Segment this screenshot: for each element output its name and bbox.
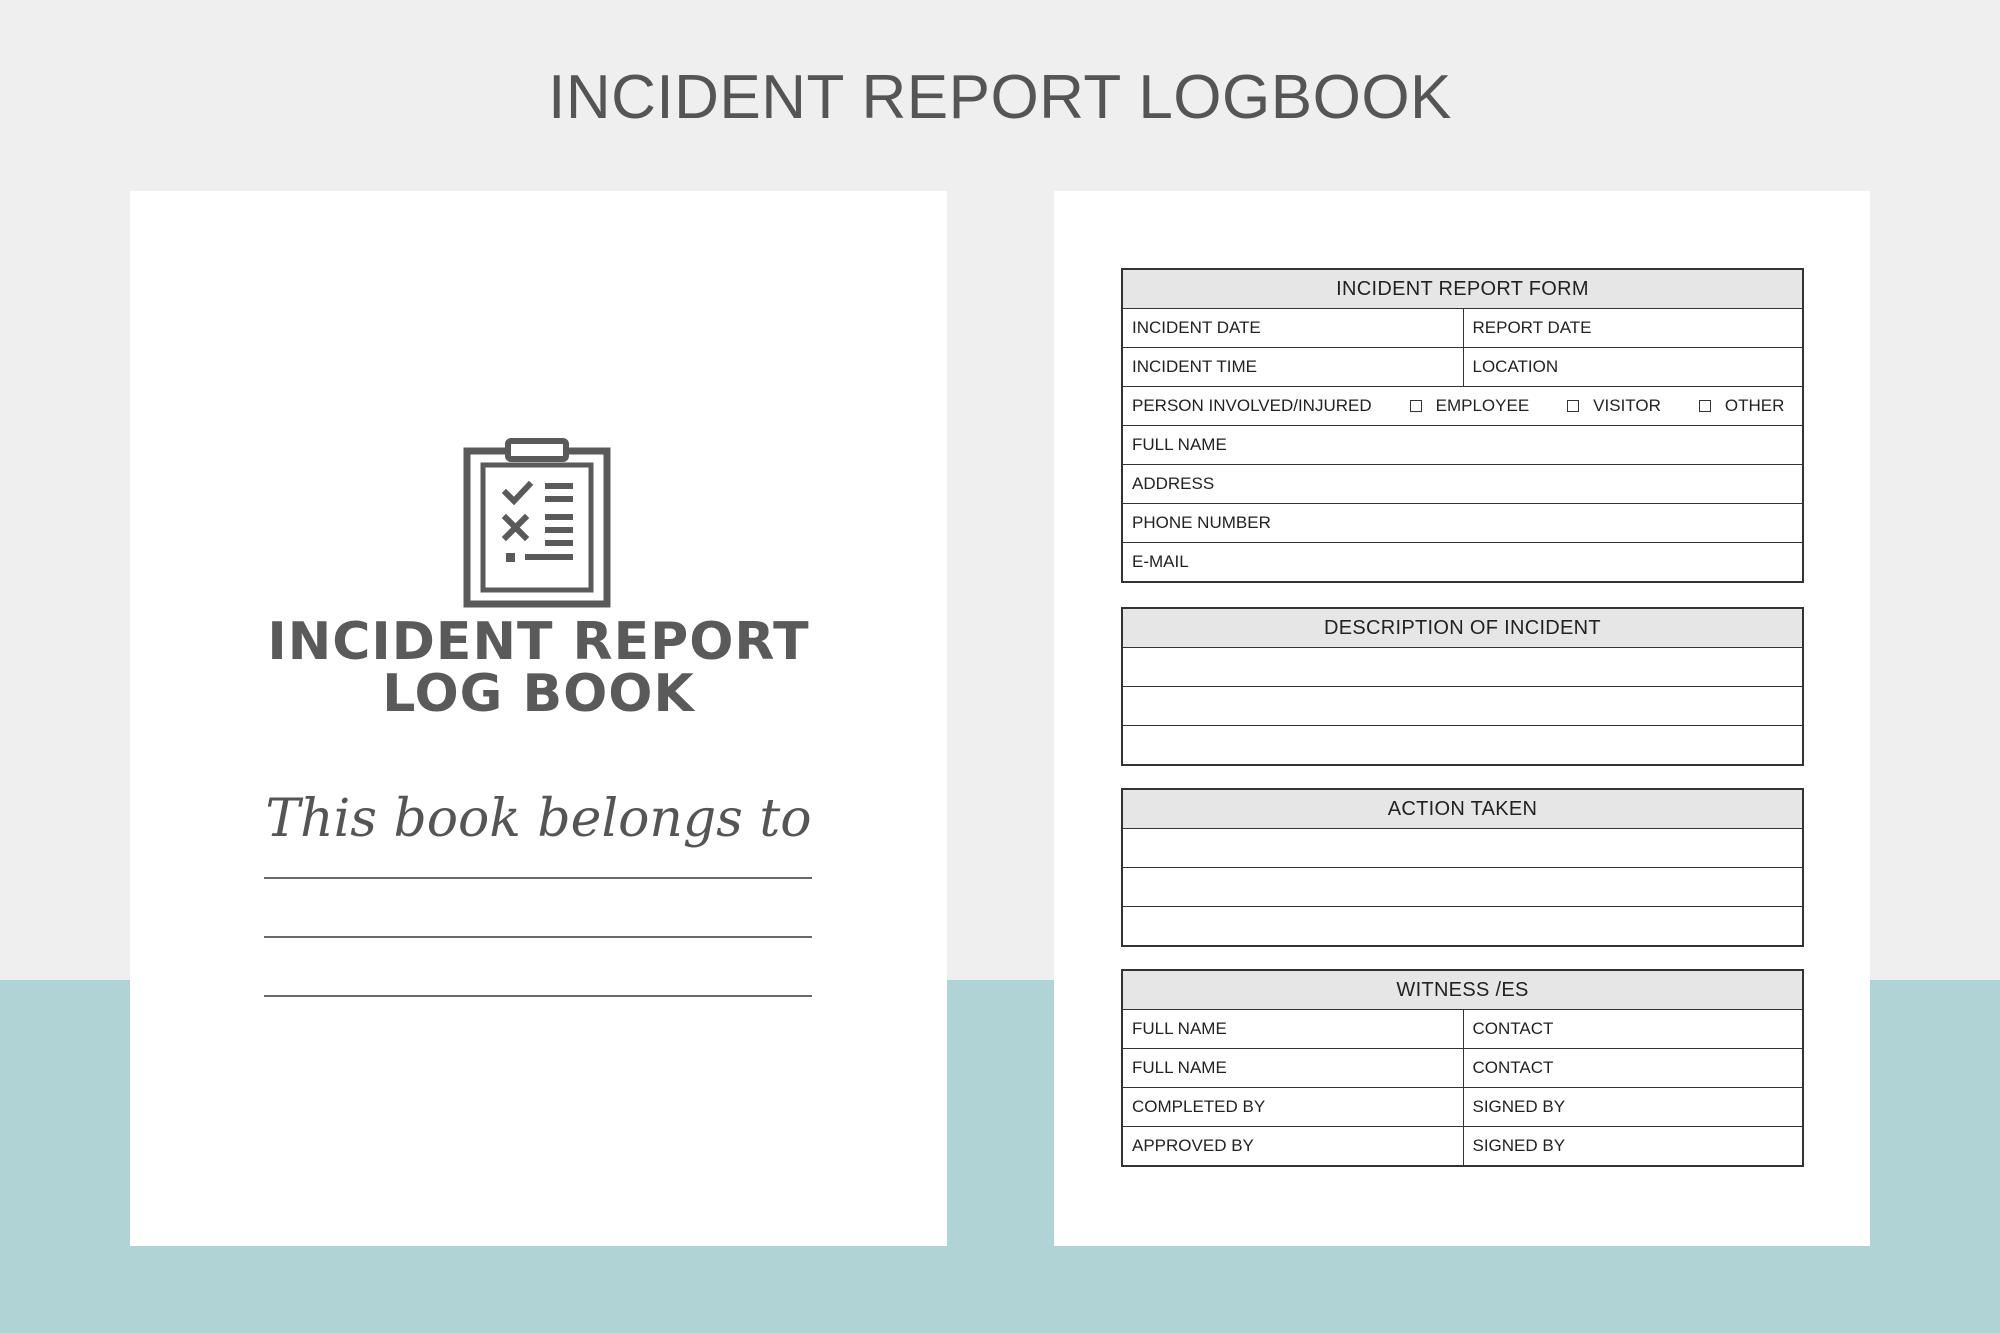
form-row xyxy=(1123,348,1802,387)
witness-contact-field[interactable]: CONTACT xyxy=(1463,1049,1803,1087)
form-row xyxy=(1123,426,1802,465)
description-line[interactable] xyxy=(1123,687,1802,726)
witness-full-name-field[interactable]: FULL NAME xyxy=(1132,1019,1227,1038)
section-header: DESCRIPTION OF INCIDENT xyxy=(1123,609,1802,648)
visitor-checkbox[interactable] xyxy=(1567,400,1579,412)
clipboard-checklist-icon xyxy=(463,438,613,608)
other-option[interactable] xyxy=(1699,396,1785,416)
form-row xyxy=(1123,309,1802,348)
visitor-label: VISITOR xyxy=(1593,396,1661,415)
cover-page xyxy=(130,191,947,1246)
section-header: WITNESS /ES xyxy=(1123,971,1802,1010)
action-taken-section xyxy=(1121,788,1804,947)
email-field[interactable]: E-MAIL xyxy=(1132,552,1189,571)
witness-section xyxy=(1121,969,1804,1167)
form-row xyxy=(1123,465,1802,504)
cover-title-line1: INCIDENT REPORT xyxy=(267,612,810,672)
person-involved-row xyxy=(1123,387,1802,425)
incident-report-form-section xyxy=(1121,268,1804,583)
approved-by-field[interactable]: APPROVED BY xyxy=(1132,1136,1254,1155)
description-line[interactable] xyxy=(1123,648,1802,687)
full-name-field[interactable]: FULL NAME xyxy=(1132,435,1227,454)
completed-by-field[interactable]: COMPLETED BY xyxy=(1132,1097,1266,1116)
owner-line[interactable] xyxy=(264,995,812,997)
action-line[interactable] xyxy=(1123,829,1802,868)
person-involved-label: PERSON INVOLVED/INJURED xyxy=(1132,396,1372,415)
witness-row xyxy=(1123,1049,1802,1088)
signed-by-field[interactable]: SIGNED BY xyxy=(1463,1127,1803,1165)
witness-row xyxy=(1123,1127,1802,1165)
employee-label: EMPLOYEE xyxy=(1435,396,1530,415)
cover-title-line2: LOG BOOK xyxy=(382,664,695,724)
action-line[interactable] xyxy=(1123,907,1802,945)
action-line[interactable] xyxy=(1123,868,1802,907)
witness-row xyxy=(1123,1088,1802,1127)
other-label: OTHER xyxy=(1724,396,1785,415)
witness-row xyxy=(1123,1010,1802,1049)
owner-line[interactable] xyxy=(264,936,812,938)
incident-date-field[interactable]: INCIDENT DATE xyxy=(1132,318,1261,337)
owner-line[interactable] xyxy=(264,877,812,879)
section-header: INCIDENT REPORT FORM xyxy=(1123,270,1802,309)
cover-title xyxy=(130,612,947,724)
section-header: ACTION TAKEN xyxy=(1123,790,1802,829)
form-row xyxy=(1123,504,1802,543)
form-row xyxy=(1123,543,1802,581)
employee-option[interactable] xyxy=(1410,396,1530,416)
location-field[interactable]: LOCATION xyxy=(1463,348,1803,386)
description-section xyxy=(1121,607,1804,766)
witness-contact-field[interactable]: CONTACT xyxy=(1463,1010,1803,1048)
form-row xyxy=(1123,387,1802,426)
report-date-field[interactable]: REPORT DATE xyxy=(1463,309,1803,347)
employee-checkbox[interactable] xyxy=(1410,400,1422,412)
page-title: INCIDENT REPORT LOGBOOK xyxy=(548,63,1452,132)
other-checkbox[interactable] xyxy=(1699,400,1711,412)
witness-full-name-field[interactable]: FULL NAME xyxy=(1132,1058,1227,1077)
visitor-option[interactable] xyxy=(1567,396,1661,416)
phone-number-field[interactable]: PHONE NUMBER xyxy=(1132,513,1271,532)
belongs-to-label: This book belongs to xyxy=(265,789,812,849)
incident-time-field[interactable]: INCIDENT TIME xyxy=(1132,357,1257,376)
form-page xyxy=(1054,191,1870,1246)
signed-by-field[interactable]: SIGNED BY xyxy=(1463,1088,1803,1126)
address-field[interactable]: ADDRESS xyxy=(1132,474,1215,493)
description-line[interactable] xyxy=(1123,726,1802,764)
